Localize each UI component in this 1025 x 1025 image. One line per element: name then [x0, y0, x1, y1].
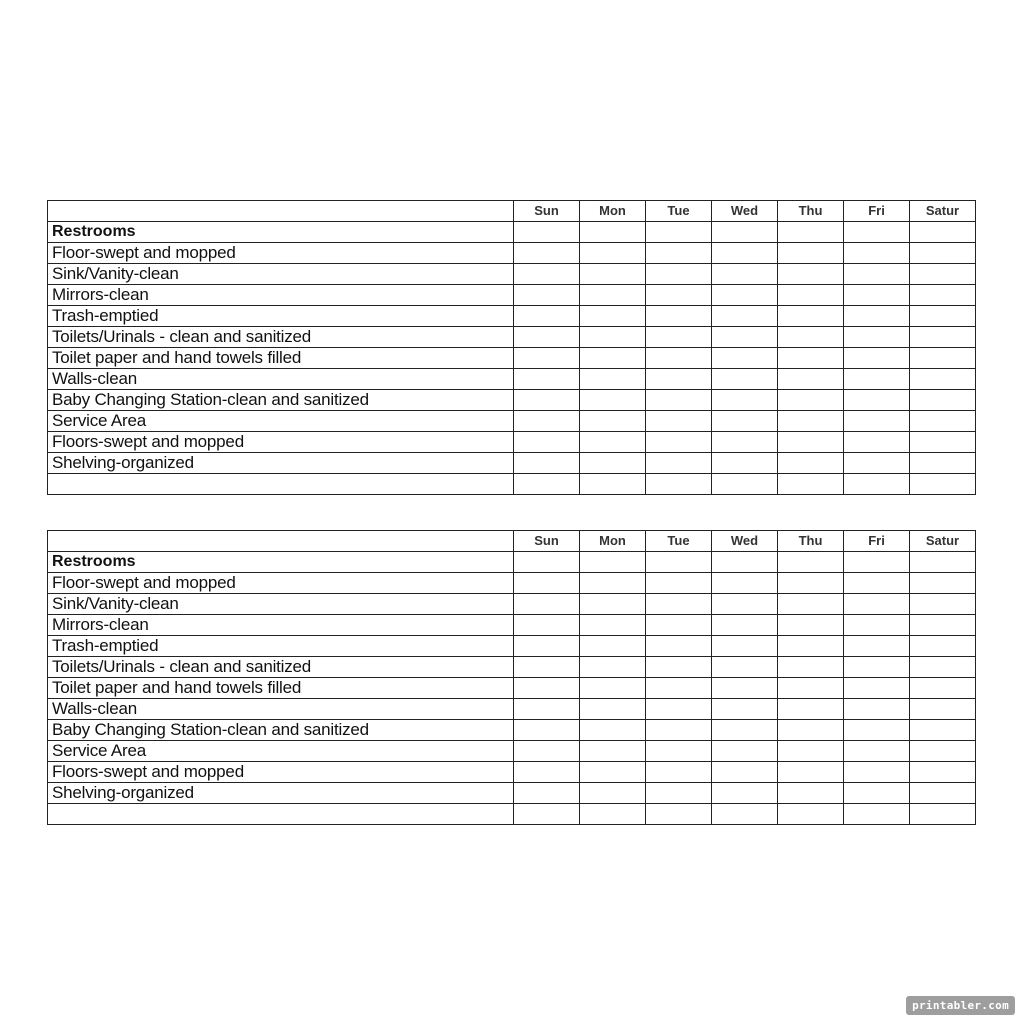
checkbox-cell-thu[interactable]	[778, 594, 844, 615]
task-label: Floors-swept and mopped	[48, 762, 514, 783]
checkbox-cell-mon[interactable]	[580, 411, 646, 432]
checkbox-cell-satur[interactable]	[910, 657, 976, 678]
checkbox-cell-sun[interactable]	[514, 678, 580, 699]
checkbox-cell-fri[interactable]	[844, 306, 910, 327]
task-row	[48, 741, 976, 762]
checkbox-cell-thu[interactable]	[778, 762, 844, 783]
task-row	[48, 243, 976, 264]
task-row	[48, 573, 976, 594]
day-header-mon: Mon	[580, 531, 646, 552]
checkbox-cell-sun[interactable]	[514, 390, 580, 411]
checkbox-cell-sun[interactable]	[514, 741, 580, 762]
task-row	[48, 411, 976, 432]
checkbox-cell-fri[interactable]	[844, 615, 910, 636]
task-row	[48, 285, 976, 306]
checkbox-cell-satur[interactable]	[910, 432, 976, 453]
cleaning-checklist-table-1	[47, 200, 976, 495]
task-row	[48, 432, 976, 453]
checkbox-cell-mon[interactable]	[580, 657, 646, 678]
checkbox-cell-tue[interactable]	[646, 615, 712, 636]
checkbox-cell-thu[interactable]	[778, 390, 844, 411]
day-header-thu: Thu	[778, 531, 844, 552]
checkbox-cell-wed[interactable]	[712, 369, 778, 390]
day-header-satur: Satur	[910, 201, 976, 222]
checkbox-cell-mon[interactable]	[580, 306, 646, 327]
checkbox-cell-mon[interactable]	[580, 741, 646, 762]
checkbox-cell-satur[interactable]	[910, 636, 976, 657]
task-row	[48, 699, 976, 720]
task-row	[48, 762, 976, 783]
checkbox-cell-thu[interactable]	[778, 243, 844, 264]
checkbox-cell-wed[interactable]	[712, 474, 778, 495]
checkbox-cell-wed[interactable]	[712, 453, 778, 474]
checkbox-cell-thu[interactable]	[778, 327, 844, 348]
task-label: Mirrors-clean	[48, 615, 514, 636]
checkbox-cell-tue[interactable]	[646, 594, 712, 615]
checkbox-cell-satur[interactable]	[910, 552, 976, 573]
day-header-mon: Mon	[580, 201, 646, 222]
task-row	[48, 678, 976, 699]
task-label: Service Area	[48, 741, 514, 762]
checkbox-cell-wed[interactable]	[712, 306, 778, 327]
checkbox-cell-mon[interactable]	[580, 348, 646, 369]
checkbox-cell-sun[interactable]	[514, 369, 580, 390]
checkbox-cell-sun[interactable]	[514, 222, 580, 243]
task-label: Baby Changing Station-clean and sanitized	[48, 720, 514, 741]
checkbox-cell-fri[interactable]	[844, 411, 910, 432]
checkbox-cell-mon[interactable]	[580, 552, 646, 573]
checkbox-cell-thu[interactable]	[778, 573, 844, 594]
day-header-fri: Fri	[844, 201, 910, 222]
task-row	[48, 783, 976, 804]
task-label	[48, 474, 514, 495]
checkbox-cell-tue[interactable]	[646, 222, 712, 243]
checkbox-cell-tue[interactable]	[646, 369, 712, 390]
task-label: Baby Changing Station-clean and sanitized	[48, 390, 514, 411]
checkbox-cell-satur[interactable]	[910, 573, 976, 594]
checkbox-cell-satur[interactable]	[910, 390, 976, 411]
checkbox-cell-tue[interactable]	[646, 474, 712, 495]
checkbox-cell-wed[interactable]	[712, 390, 778, 411]
checkbox-cell-tue[interactable]	[646, 453, 712, 474]
checkbox-cell-fri[interactable]	[844, 453, 910, 474]
checkbox-cell-thu[interactable]	[778, 636, 844, 657]
checkbox-cell-sun[interactable]	[514, 636, 580, 657]
checkbox-cell-tue[interactable]	[646, 243, 712, 264]
task-label: Toilet paper and hand towels filled	[48, 348, 514, 369]
checkbox-cell-sun[interactable]	[514, 306, 580, 327]
checkbox-cell-tue[interactable]	[646, 804, 712, 825]
checkbox-cell-thu[interactable]	[778, 453, 844, 474]
checkbox-cell-mon[interactable]	[580, 390, 646, 411]
header-row	[48, 201, 976, 222]
checkbox-cell-tue[interactable]	[646, 720, 712, 741]
checkbox-cell-tue[interactable]	[646, 636, 712, 657]
checkbox-cell-thu[interactable]	[778, 474, 844, 495]
checkbox-cell-fri[interactable]	[844, 678, 910, 699]
checkbox-cell-tue[interactable]	[646, 411, 712, 432]
checkbox-cell-wed[interactable]	[712, 720, 778, 741]
task-label: Floors-swept and mopped	[48, 432, 514, 453]
checkbox-cell-sun[interactable]	[514, 720, 580, 741]
checkbox-cell-satur[interactable]	[910, 678, 976, 699]
task-label: Trash-emptied	[48, 636, 514, 657]
checkbox-cell-satur[interactable]	[910, 369, 976, 390]
checkbox-cell-mon[interactable]	[580, 222, 646, 243]
task-label: Toilet paper and hand towels filled	[48, 678, 514, 699]
checkbox-cell-tue[interactable]	[646, 699, 712, 720]
checkbox-cell-satur[interactable]	[910, 327, 976, 348]
checkbox-cell-tue[interactable]	[646, 552, 712, 573]
checkbox-cell-sun[interactable]	[514, 327, 580, 348]
task-label: Toilets/Urinals - clean and sanitized	[48, 657, 514, 678]
checkbox-cell-satur[interactable]	[910, 594, 976, 615]
checkbox-cell-tue[interactable]	[646, 327, 712, 348]
checkbox-cell-satur[interactable]	[910, 720, 976, 741]
task-label: Mirrors-clean	[48, 285, 514, 306]
task-label: Trash-emptied	[48, 306, 514, 327]
checkbox-cell-mon[interactable]	[580, 720, 646, 741]
checkbox-cell-fri[interactable]	[844, 594, 910, 615]
day-header-thu: Thu	[778, 201, 844, 222]
checkbox-cell-fri[interactable]	[844, 390, 910, 411]
checkbox-cell-wed[interactable]	[712, 432, 778, 453]
section-title: Restrooms	[48, 222, 514, 243]
task-label: Walls-clean	[48, 369, 514, 390]
checkbox-cell-tue[interactable]	[646, 573, 712, 594]
checkbox-cell-sun[interactable]	[514, 657, 580, 678]
checkbox-cell-mon[interactable]	[580, 804, 646, 825]
checkbox-cell-mon[interactable]	[580, 678, 646, 699]
checkbox-cell-thu[interactable]	[778, 657, 844, 678]
checkbox-cell-wed[interactable]	[712, 783, 778, 804]
checkbox-cell-satur[interactable]	[910, 348, 976, 369]
checkbox-cell-thu[interactable]	[778, 804, 844, 825]
checkbox-cell-satur[interactable]	[910, 306, 976, 327]
checkbox-cell-fri[interactable]	[844, 327, 910, 348]
checkbox-cell-thu[interactable]	[778, 615, 844, 636]
checkbox-cell-tue[interactable]	[646, 678, 712, 699]
header-row	[48, 531, 976, 552]
checkbox-cell-mon[interactable]	[580, 474, 646, 495]
section-row	[48, 552, 976, 573]
checkbox-cell-mon[interactable]	[580, 783, 646, 804]
checkbox-cell-sun[interactable]	[514, 243, 580, 264]
checkbox-cell-fri[interactable]	[844, 222, 910, 243]
checkbox-cell-wed[interactable]	[712, 615, 778, 636]
checkbox-cell-thu[interactable]	[778, 741, 844, 762]
checkbox-cell-tue[interactable]	[646, 348, 712, 369]
task-row	[48, 636, 976, 657]
checkbox-cell-sun[interactable]	[514, 348, 580, 369]
day-header-tue: Tue	[646, 201, 712, 222]
header-corner	[48, 201, 514, 222]
checkbox-cell-wed[interactable]	[712, 327, 778, 348]
checkbox-cell-tue[interactable]	[646, 762, 712, 783]
checkbox-cell-fri[interactable]	[844, 741, 910, 762]
checkbox-cell-mon[interactable]	[580, 432, 646, 453]
checkbox-cell-sun[interactable]	[514, 474, 580, 495]
checkbox-cell-wed[interactable]	[712, 594, 778, 615]
checkbox-cell-thu[interactable]	[778, 306, 844, 327]
checkbox-cell-satur[interactable]	[910, 699, 976, 720]
cleaning-checklist-table-2	[47, 530, 976, 825]
checkbox-cell-wed[interactable]	[712, 636, 778, 657]
checkbox-cell-sun[interactable]	[514, 552, 580, 573]
checkbox-cell-sun[interactable]	[514, 432, 580, 453]
checkbox-cell-sun[interactable]	[514, 285, 580, 306]
header-corner	[48, 531, 514, 552]
checkbox-cell-tue[interactable]	[646, 390, 712, 411]
checkbox-cell-thu[interactable]	[778, 552, 844, 573]
checkbox-cell-thu[interactable]	[778, 369, 844, 390]
checkbox-cell-tue[interactable]	[646, 285, 712, 306]
checkbox-cell-sun[interactable]	[514, 411, 580, 432]
checkbox-cell-mon[interactable]	[580, 573, 646, 594]
checkbox-cell-wed[interactable]	[712, 552, 778, 573]
task-row	[48, 369, 976, 390]
checkbox-cell-wed[interactable]	[712, 264, 778, 285]
checkbox-cell-tue[interactable]	[646, 657, 712, 678]
checkbox-cell-fri[interactable]	[844, 474, 910, 495]
checkbox-cell-wed[interactable]	[712, 348, 778, 369]
task-row	[48, 720, 976, 741]
checkbox-cell-fri[interactable]	[844, 783, 910, 804]
checkbox-cell-mon[interactable]	[580, 594, 646, 615]
checkbox-cell-wed[interactable]	[712, 243, 778, 264]
day-header-satur: Satur	[910, 531, 976, 552]
checkbox-cell-sun[interactable]	[514, 594, 580, 615]
checkbox-cell-fri[interactable]	[844, 699, 910, 720]
checkbox-cell-tue[interactable]	[646, 783, 712, 804]
day-header-sun: Sun	[514, 201, 580, 222]
checkbox-cell-fri[interactable]	[844, 264, 910, 285]
task-label	[48, 804, 514, 825]
checkbox-cell-sun[interactable]	[514, 453, 580, 474]
checkbox-cell-satur[interactable]	[910, 285, 976, 306]
task-row	[48, 264, 976, 285]
task-label: Sink/Vanity-clean	[48, 264, 514, 285]
checkbox-cell-mon[interactable]	[580, 636, 646, 657]
checkbox-cell-satur[interactable]	[910, 411, 976, 432]
task-label: Shelving-organized	[48, 453, 514, 474]
checkbox-cell-wed[interactable]	[712, 657, 778, 678]
checkbox-cell-mon[interactable]	[580, 762, 646, 783]
day-header-fri: Fri	[844, 531, 910, 552]
checkbox-cell-sun[interactable]	[514, 783, 580, 804]
task-label: Floor-swept and mopped	[48, 573, 514, 594]
checkbox-cell-mon[interactable]	[580, 285, 646, 306]
checkbox-cell-wed[interactable]	[712, 411, 778, 432]
checkbox-cell-satur[interactable]	[910, 243, 976, 264]
checkbox-cell-fri[interactable]	[844, 348, 910, 369]
day-header-tue: Tue	[646, 531, 712, 552]
checkbox-cell-wed[interactable]	[712, 678, 778, 699]
task-label: Sink/Vanity-clean	[48, 594, 514, 615]
checkbox-cell-satur[interactable]	[910, 474, 976, 495]
checkbox-cell-sun[interactable]	[514, 762, 580, 783]
checkbox-cell-wed[interactable]	[712, 699, 778, 720]
checkbox-cell-fri[interactable]	[844, 762, 910, 783]
checkbox-cell-thu[interactable]	[778, 222, 844, 243]
checkbox-cell-thu[interactable]	[778, 264, 844, 285]
task-row	[48, 390, 976, 411]
checkbox-cell-wed[interactable]	[712, 285, 778, 306]
checkbox-cell-thu[interactable]	[778, 348, 844, 369]
checkbox-cell-mon[interactable]	[580, 264, 646, 285]
checkbox-cell-satur[interactable]	[910, 741, 976, 762]
checkbox-cell-sun[interactable]	[514, 699, 580, 720]
checkbox-cell-tue[interactable]	[646, 306, 712, 327]
section-row	[48, 222, 976, 243]
checkbox-cell-fri[interactable]	[844, 552, 910, 573]
task-row	[48, 804, 976, 825]
checkbox-cell-mon[interactable]	[580, 453, 646, 474]
checkbox-cell-satur[interactable]	[910, 762, 976, 783]
checkbox-cell-mon[interactable]	[580, 369, 646, 390]
checkbox-cell-wed[interactable]	[712, 222, 778, 243]
section-title: Restrooms	[48, 552, 514, 573]
task-label: Shelving-organized	[48, 783, 514, 804]
task-row	[48, 453, 976, 474]
checkbox-cell-fri[interactable]	[844, 720, 910, 741]
task-row	[48, 348, 976, 369]
day-header-wed: Wed	[712, 201, 778, 222]
checkbox-cell-satur[interactable]	[910, 783, 976, 804]
checkbox-cell-wed[interactable]	[712, 804, 778, 825]
checkbox-cell-wed[interactable]	[712, 762, 778, 783]
day-header-sun: Sun	[514, 531, 580, 552]
checkbox-cell-mon[interactable]	[580, 327, 646, 348]
checkbox-cell-tue[interactable]	[646, 432, 712, 453]
task-label: Toilets/Urinals - clean and sanitized	[48, 327, 514, 348]
task-row	[48, 657, 976, 678]
checkbox-cell-fri[interactable]	[844, 243, 910, 264]
checkbox-cell-fri[interactable]	[844, 657, 910, 678]
checkbox-cell-wed[interactable]	[712, 573, 778, 594]
task-label: Walls-clean	[48, 699, 514, 720]
task-label: Service Area	[48, 411, 514, 432]
watermark-badge: printabler.com	[906, 996, 1015, 1015]
checkbox-cell-sun[interactable]	[514, 804, 580, 825]
checkbox-cell-fri[interactable]	[844, 432, 910, 453]
checkbox-cell-thu[interactable]	[778, 678, 844, 699]
checkbox-cell-fri[interactable]	[844, 573, 910, 594]
task-label: Floor-swept and mopped	[48, 243, 514, 264]
checkbox-cell-sun[interactable]	[514, 573, 580, 594]
checkbox-cell-thu[interactable]	[778, 720, 844, 741]
checkbox-cell-thu[interactable]	[778, 411, 844, 432]
checkbox-cell-wed[interactable]	[712, 741, 778, 762]
checkbox-cell-satur[interactable]	[910, 453, 976, 474]
checkbox-cell-fri[interactable]	[844, 804, 910, 825]
checkbox-cell-thu[interactable]	[778, 285, 844, 306]
checkbox-cell-satur[interactable]	[910, 615, 976, 636]
checkbox-cell-thu[interactable]	[778, 699, 844, 720]
checkbox-cell-fri[interactable]	[844, 369, 910, 390]
checkbox-cell-fri[interactable]	[844, 285, 910, 306]
checkbox-cell-tue[interactable]	[646, 741, 712, 762]
checkbox-cell-sun[interactable]	[514, 615, 580, 636]
checkbox-cell-satur[interactable]	[910, 264, 976, 285]
checkbox-cell-fri[interactable]	[844, 636, 910, 657]
checkbox-cell-satur[interactable]	[910, 804, 976, 825]
checkbox-cell-mon[interactable]	[580, 615, 646, 636]
task-row	[48, 327, 976, 348]
checkbox-cell-sun[interactable]	[514, 264, 580, 285]
checkbox-cell-thu[interactable]	[778, 432, 844, 453]
checkbox-cell-tue[interactable]	[646, 264, 712, 285]
task-row	[48, 306, 976, 327]
checkbox-cell-satur[interactable]	[910, 222, 976, 243]
checkbox-cell-thu[interactable]	[778, 783, 844, 804]
checkbox-cell-mon[interactable]	[580, 243, 646, 264]
task-row	[48, 615, 976, 636]
task-row	[48, 474, 976, 495]
checkbox-cell-mon[interactable]	[580, 699, 646, 720]
day-header-wed: Wed	[712, 531, 778, 552]
task-row	[48, 594, 976, 615]
